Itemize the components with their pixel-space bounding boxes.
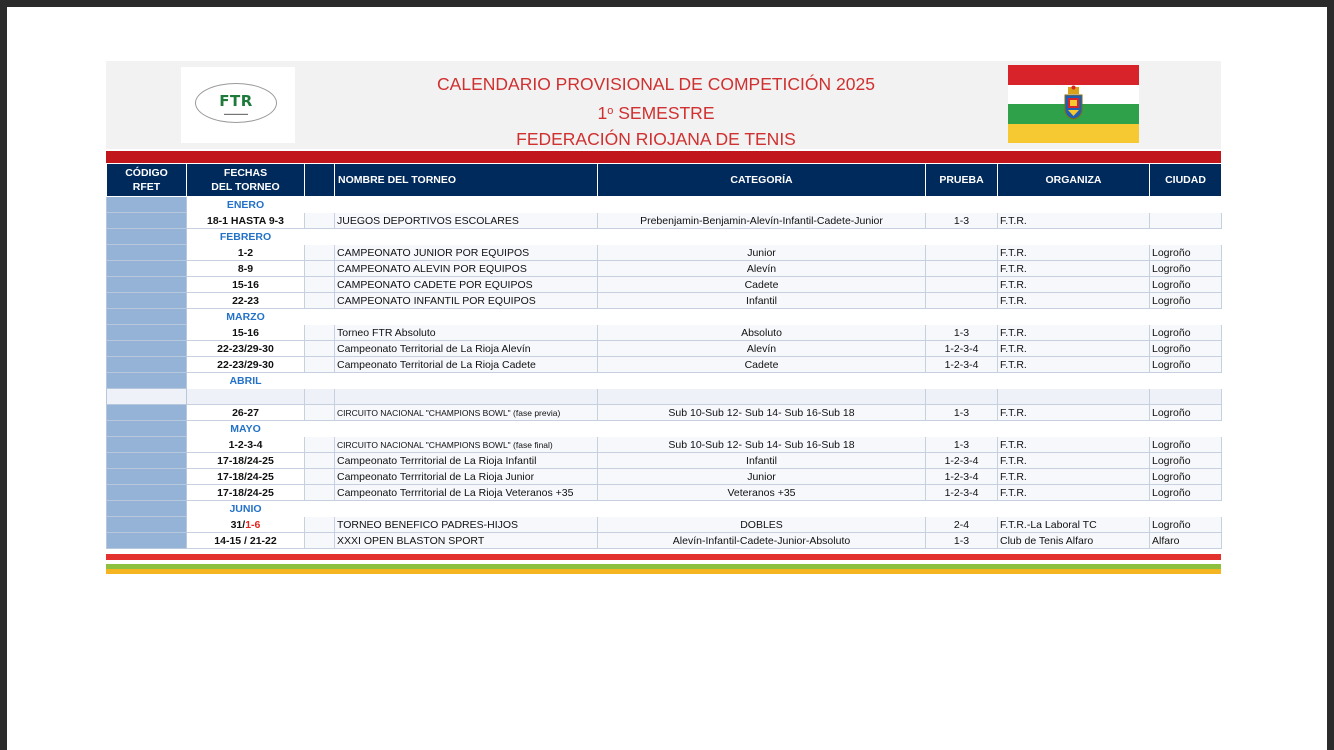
cell-rfet [107, 261, 187, 277]
table-cell [305, 293, 335, 309]
cell-rfet [107, 421, 187, 437]
cell-rfet [107, 373, 187, 389]
cell-prueba: 1-2-3-4 [926, 357, 998, 373]
table-cell [598, 373, 926, 389]
table-cell: Logroño [1150, 405, 1222, 421]
cell-category: Infantil [598, 453, 926, 469]
table-cell: F.T.R. [998, 405, 1150, 421]
header-red-bar [106, 151, 1221, 163]
table-cell [1150, 309, 1222, 325]
table-cell [1150, 389, 1222, 405]
cell-date: 1-2-3-4 [187, 437, 305, 453]
ftr-logo-subtext: ▬▬▬▬▬▬ [224, 111, 248, 116]
cell-date: 15-16 [187, 277, 305, 293]
table-cell: CAMPEONATO JUNIOR POR EQUIPOS [335, 245, 598, 261]
table-cell: F.T.R. [998, 437, 1150, 453]
col-header-category: CATEGORÍA [598, 164, 926, 197]
table-cell: Logroño [1150, 293, 1222, 309]
table-header-row [107, 164, 1222, 197]
cell-category: Alevín [598, 341, 926, 357]
table-cell [305, 245, 335, 261]
cell-rfet [107, 469, 187, 485]
month-row-marzo [107, 309, 1222, 325]
cell-date: 8-9 [187, 261, 305, 277]
cell-prueba: 1-3 [926, 213, 998, 229]
table-row [107, 357, 1222, 373]
cell-category: Sub 10-Sub 12- Sub 14- Sub 16-Sub 18 [598, 437, 926, 453]
table-row [107, 485, 1222, 501]
cell-date: 17-18/24-25 [187, 453, 305, 469]
cell-prueba: 1-3 [926, 437, 998, 453]
table-cell [335, 309, 598, 325]
table-cell: Logroño [1150, 485, 1222, 501]
cell-rfet [107, 533, 187, 549]
table-row [107, 437, 1222, 453]
table-cell: F.T.R. [998, 213, 1150, 229]
table-cell: Logroño [1150, 469, 1222, 485]
cell-prueba: 2-4 [926, 517, 998, 533]
cell-category: Veteranos +35 [598, 485, 926, 501]
cell-rfet [107, 293, 187, 309]
cell-rfet [107, 517, 187, 533]
table-cell [305, 309, 335, 325]
month-label: ENERO [187, 197, 305, 213]
table-cell: Logroño [1150, 453, 1222, 469]
table-cell [598, 501, 926, 517]
cell-rfet [107, 341, 187, 357]
table-row [107, 277, 1222, 293]
table-cell [1150, 197, 1222, 213]
cell-date: 22-23/29-30 [187, 357, 305, 373]
table-cell: Campeonato Terrritorial de La Rioja Infantil [335, 453, 598, 469]
calendar-sheet [106, 61, 1221, 574]
calendar-table [106, 163, 1222, 549]
table-cell [598, 309, 926, 325]
table-cell [1150, 421, 1222, 437]
table-cell: Torneo FTR Absoluto [335, 325, 598, 341]
table-row [107, 325, 1222, 341]
table-cell: F.T.R. [998, 277, 1150, 293]
document-page [7, 7, 1327, 750]
table-row [107, 341, 1222, 357]
table-cell [598, 421, 926, 437]
table-cell [926, 229, 998, 245]
table-cell [926, 373, 998, 389]
cell-rfet [107, 453, 187, 469]
month-row-abril [107, 373, 1222, 389]
la-rioja-flag [1008, 65, 1139, 143]
table-cell [305, 485, 335, 501]
cell-category: Prebenjamin-Benjamin-Alevín-Infantil-Cadete-Junior [598, 213, 926, 229]
cell-date: 31/1-6 [187, 517, 305, 533]
table-cell: F.T.R. [998, 325, 1150, 341]
table-cell [305, 389, 335, 405]
table-cell [1150, 229, 1222, 245]
cell-date: 15-16 [187, 325, 305, 341]
table-row [107, 453, 1222, 469]
table-cell [998, 421, 1150, 437]
ftr-logo [181, 67, 295, 143]
table-cell: JUEGOS DEPORTIVOS ESCOLARES [335, 213, 598, 229]
cell-category: Junior [598, 245, 926, 261]
table-cell: CAMPEONATO INFANTIL POR EQUIPOS [335, 293, 598, 309]
table-cell: Campeonato Terrritorial de La Rioja Junior [335, 469, 598, 485]
cell-prueba [926, 293, 998, 309]
cell-rfet [107, 309, 187, 325]
cell-rfet [107, 229, 187, 245]
title-line-2: 1$^o$ SEMESTRE [597, 102, 715, 123]
cell-prueba [926, 245, 998, 261]
cell-date: 17-18/24-25 [187, 469, 305, 485]
table-row [107, 469, 1222, 485]
table-row [107, 533, 1222, 549]
cell-prueba: 1-3 [926, 405, 998, 421]
table-cell [598, 389, 926, 405]
cell-date: 26-27 [187, 405, 305, 421]
cell-category: Junior [598, 469, 926, 485]
cell-rfet [107, 325, 187, 341]
table-cell [926, 389, 998, 405]
table-cell: TORNEO BENEFICO PADRES-HIJOS [335, 517, 598, 533]
table-cell: CIRCUITO NACIONAL "CHAMPIONS BOWL" (fase previa) [335, 405, 598, 421]
coat-of-arms-icon [1062, 85, 1085, 121]
month-label: JUNIO [187, 501, 305, 517]
table-cell [1150, 213, 1222, 229]
table-cell [305, 277, 335, 293]
table-cell: Campeonato Territorial de La Rioja Cadete [335, 357, 598, 373]
table-cell [305, 533, 335, 549]
table-cell: F.T.R. [998, 245, 1150, 261]
col-header-rfet: CÓDIGO RFET [107, 164, 187, 197]
table-cell: Logroño [1150, 437, 1222, 453]
table-cell: Campeonato Territorial de La Rioja Alevín [335, 341, 598, 357]
cell-prueba: 1-3 [926, 533, 998, 549]
table-cell [926, 421, 998, 437]
cell-category: Cadete [598, 277, 926, 293]
table-cell [1150, 373, 1222, 389]
cell-rfet [107, 501, 187, 517]
table-cell [305, 325, 335, 341]
table-cell: Club de Tenis Alfaro [998, 533, 1150, 549]
col-header-dates: FECHAS DEL TORNEO [187, 164, 305, 197]
table-row [107, 405, 1222, 421]
table-cell [1150, 501, 1222, 517]
cell-category: Cadete [598, 357, 926, 373]
table-cell [305, 261, 335, 277]
table-cell: F.T.R.-La Laboral TC [998, 517, 1150, 533]
table-cell: F.T.R. [998, 261, 1150, 277]
title-line-1: CALENDARIO PROVISIONAL DE COMPETICIÓN 2025 [437, 74, 875, 94]
title-line-3: FEDERACIÓN RIOJANA DE TENIS [516, 129, 796, 149]
table-cell [598, 197, 926, 213]
cell-date: 22-23/29-30 [187, 341, 305, 357]
cell-rfet [107, 405, 187, 421]
table-cell: Logroño [1150, 341, 1222, 357]
cell-rfet [107, 485, 187, 501]
cell-rfet [107, 357, 187, 373]
table-cell: F.T.R. [998, 485, 1150, 501]
cell-rfet [107, 197, 187, 213]
cell-category: Sub 10-Sub 12- Sub 14- Sub 16-Sub 18 [598, 405, 926, 421]
month-row-febrero [107, 229, 1222, 245]
cell-rfet [107, 213, 187, 229]
table-cell: F.T.R. [998, 469, 1150, 485]
table-cell: CIRCUITO NACIONAL "CHAMPIONS BOWL" (fase final) [335, 437, 598, 453]
table-cell [335, 501, 598, 517]
col-header-blank [305, 164, 335, 197]
table-cell: F.T.R. [998, 357, 1150, 373]
cell-date: 14-15 / 21-22 [187, 533, 305, 549]
ftr-logo-text: FTR [219, 92, 253, 110]
cell-date: 17-18/24-25 [187, 485, 305, 501]
table-cell [998, 309, 1150, 325]
cell-prueba [926, 261, 998, 277]
month-row-junio [107, 501, 1222, 517]
table-cell [187, 389, 305, 405]
table-cell: F.T.R. [998, 293, 1150, 309]
ftr-logo-oval [195, 83, 277, 123]
table-cell: Logroño [1150, 357, 1222, 373]
table-row [107, 213, 1222, 229]
table-cell [998, 373, 1150, 389]
table-cell [305, 341, 335, 357]
cell-prueba [926, 277, 998, 293]
cell-category: Alevín-Infantil-Cadete-Junior-Absoluto [598, 533, 926, 549]
table-cell [998, 197, 1150, 213]
table-cell [926, 197, 998, 213]
cell-rfet [107, 389, 187, 405]
month-label: MARZO [187, 309, 305, 325]
table-row [107, 517, 1222, 533]
table-cell [305, 213, 335, 229]
table-cell [998, 501, 1150, 517]
table-row [107, 245, 1222, 261]
cell-rfet [107, 437, 187, 453]
cell-category: Alevín [598, 261, 926, 277]
table-cell [305, 197, 335, 213]
title-block [406, 71, 906, 153]
table-cell [305, 229, 335, 245]
table-row [107, 293, 1222, 309]
table-cell [305, 453, 335, 469]
table-row-empty [107, 389, 1222, 405]
table-cell: Alfaro [1150, 533, 1222, 549]
table-cell [926, 309, 998, 325]
table-cell: Logroño [1150, 245, 1222, 261]
cell-category: Infantil [598, 293, 926, 309]
table-cell: XXXI OPEN BLASTON SPORT [335, 533, 598, 549]
month-label: FEBRERO [187, 229, 305, 245]
table-cell: Logroño [1150, 517, 1222, 533]
table-cell [598, 229, 926, 245]
table-cell: Campeonato Terrritorial de La Rioja Veteranos +35 [335, 485, 598, 501]
table-cell [335, 389, 598, 405]
month-row-enero [107, 197, 1222, 213]
month-label: MAYO [187, 421, 305, 437]
cell-rfet [107, 245, 187, 261]
table-cell: CAMPEONATO CADETE POR EQUIPOS [335, 277, 598, 293]
cell-date: 18-1 HASTA 9-3 [187, 213, 305, 229]
table-cell: F.T.R. [998, 453, 1150, 469]
table-cell [305, 437, 335, 453]
table-cell [305, 405, 335, 421]
table-cell [998, 229, 1150, 245]
col-header-organiza: ORGANIZA [998, 164, 1150, 197]
table-cell [305, 469, 335, 485]
table-cell [998, 389, 1150, 405]
header [106, 61, 1221, 149]
col-header-name: NOMBRE DEL TORNEO [335, 164, 598, 197]
table-cell: CAMPEONATO ALEVIN POR EQUIPOS [335, 261, 598, 277]
month-row-mayo [107, 421, 1222, 437]
cell-prueba: 1-3 [926, 325, 998, 341]
table-cell [926, 501, 998, 517]
table-row [107, 261, 1222, 277]
table-cell: F.T.R. [998, 341, 1150, 357]
cell-prueba: 1-2-3-4 [926, 341, 998, 357]
col-header-ciudad: CIUDAD [1150, 164, 1222, 197]
cell-date: 22-23 [187, 293, 305, 309]
table-cell [335, 421, 598, 437]
table-cell [305, 501, 335, 517]
cell-date: 1-2 [187, 245, 305, 261]
cell-category: DOBLES [598, 517, 926, 533]
footer-flag-bars [106, 554, 1221, 574]
table-cell [305, 357, 335, 373]
cell-prueba: 1-2-3-4 [926, 453, 998, 469]
cell-prueba: 1-2-3-4 [926, 469, 998, 485]
table-cell [305, 421, 335, 437]
table-cell [335, 197, 598, 213]
table-cell [305, 373, 335, 389]
table-cell: Logroño [1150, 325, 1222, 341]
table-cell [305, 517, 335, 533]
table-cell: Logroño [1150, 261, 1222, 277]
cell-category: Absoluto [598, 325, 926, 341]
table-cell [335, 229, 598, 245]
cell-rfet [107, 277, 187, 293]
col-header-prueba: PRUEBA [926, 164, 998, 197]
cell-prueba: 1-2-3-4 [926, 485, 998, 501]
table-cell: Logroño [1150, 277, 1222, 293]
table-cell [335, 373, 598, 389]
month-label: ABRIL [187, 373, 305, 389]
